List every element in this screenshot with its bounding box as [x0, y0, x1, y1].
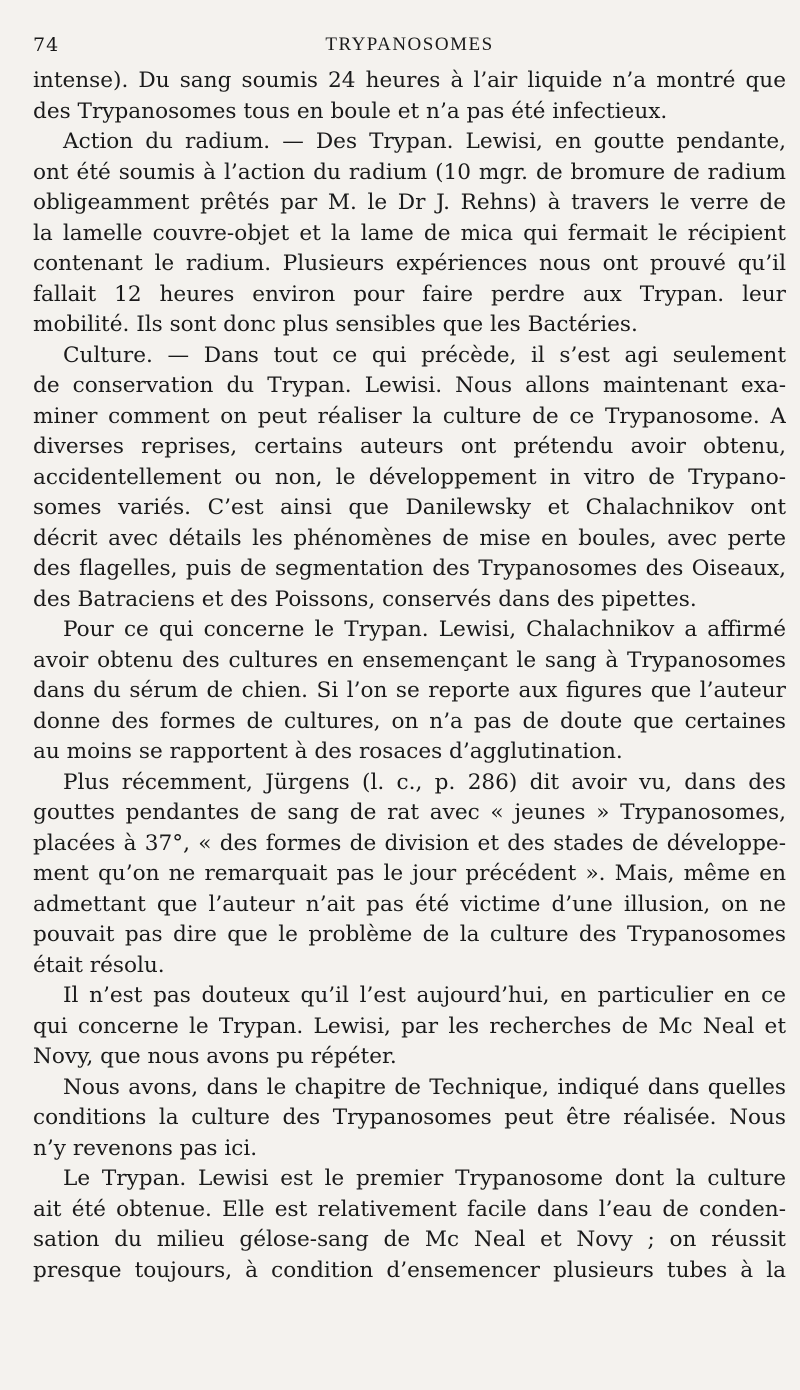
text-line: Plus récemment, Jürgens (l. c., p. 286) dit avoir vu, dans des — [63, 769, 786, 795]
text-line: dans du sérum de chien. Si l’on se reporte aux figures que l’auteur — [33, 678, 786, 703]
text-line: obligeamment prêtés par M. le Dr J. Rehns) à travers le verre de — [33, 190, 786, 215]
text-line: somes variés. C’est ainsi que Danilewsky et Chalachnikov ont — [33, 495, 786, 520]
text-line: pouvait pas dire que le problème de la culture des Trypanosomes — [33, 922, 786, 947]
text-line: des flagelles, puis de segmentation des Trypanosomes des Oiseaux, — [33, 556, 786, 581]
text-line: au moins se rapportent à des rosaces d’agglutination. — [33, 739, 623, 764]
text-line: presque toujours, à condition d’ensemencer plusieurs tubes à la — [33, 1257, 786, 1283]
text-line: des Batraciens et des Poissons, conservés dans des pipettes. — [33, 586, 697, 612]
text-line: des Trypanosomes tous en boule et n’a pas été infectieux. — [33, 98, 668, 124]
text-line: Culture. — Dans tout ce qui précède, il s’est agi seulement — [63, 342, 786, 368]
text-line: Nous avons, dans le chapitre de Technique, indiqué dans quelles — [63, 1074, 786, 1100]
page-number: 74 — [33, 34, 60, 56]
text-line: décrit avec détails les phénomènes de mise en boules, avec perte — [33, 525, 786, 551]
body-text — [33, 66, 786, 1286]
text-line: fallait 12 heures environ pour faire perdre aux Trypan. leur — [33, 281, 786, 307]
text-line: qui concerne le Trypan. Lewisi, par les recherches de Mc Neal et — [33, 1013, 786, 1039]
page-header — [33, 30, 786, 66]
text-line: de conservation du Trypan. Lewisi. Nous allons maintenant exa- — [33, 373, 786, 398]
text-line: avoir obtenu des cultures en ensemençant le sang à Trypanosomes — [33, 647, 786, 673]
text-line: Action du radium. — Des Trypan. Lewisi, en goutte pendante, — [63, 129, 786, 154]
text-line: miner comment on peut réaliser la culture de ce Trypanosome. A — [33, 403, 786, 429]
text-line: Le Trypan. Lewisi est le premier Trypanosome dont la culture — [63, 1166, 786, 1191]
text-line: gouttes pendantes de sang de rat avec « jeunes » Trypanosomes, — [33, 800, 786, 825]
text-line: mobilité. Ils sont donc plus sensibles que les Bactéries. — [33, 312, 638, 337]
text-line: placées à 37°, « des formes de division et des stades de développe- — [33, 830, 786, 856]
text-line: ment qu’on ne remarquait pas le jour précédent ». Mais, même en — [33, 861, 786, 886]
text-line: ait été obtenue. Elle est relativement facile dans l’eau de conden- — [33, 1196, 786, 1222]
text-line: conditions la culture des Trypanosomes peut être réalisée. Nous — [33, 1105, 786, 1130]
text-line: Il n’est pas douteux qu’il l’est aujourd’hui, en particulier en ce — [63, 983, 786, 1008]
text-line: n’y revenons pas ici. — [33, 1135, 258, 1161]
text-line: donne des formes de cultures, on n’a pas de doute que certaines — [33, 708, 786, 734]
text-line: accidentellement ou non, le développement in vitro de Trypano- — [33, 464, 786, 490]
text-line: sation du milieu gélose-sang de Mc Neal et Novy ; on réussit — [33, 1227, 786, 1252]
running-title: TRYPANOSOMES — [325, 34, 494, 55]
text-line: admettant que l’auteur n’ait pas été victime d’une illusion, on ne — [33, 891, 786, 917]
text-line: ont été soumis à l’action du radium (10 mgr. de bromure de radium — [33, 159, 786, 185]
text-line: Novy, que nous avons pu répéter. — [33, 1044, 397, 1069]
text-line: était résolu. — [33, 952, 165, 978]
text-line: contenant le radium. Plusieurs expériences nous ont prouvé qu’il — [33, 251, 786, 276]
text-line: intense). Du sang soumis 24 heures à l’air liquide n’a montré que — [33, 68, 786, 93]
text-line: Pour ce qui concerne le Trypan. Lewisi, Chalachnikov a affirmé — [63, 617, 786, 642]
text-line: diverses reprises, certains auteurs ont prétendu avoir obtenu, — [33, 434, 786, 459]
text-line: la lamelle couvre-objet et la lame de mica qui fermait le récipient — [33, 220, 786, 246]
